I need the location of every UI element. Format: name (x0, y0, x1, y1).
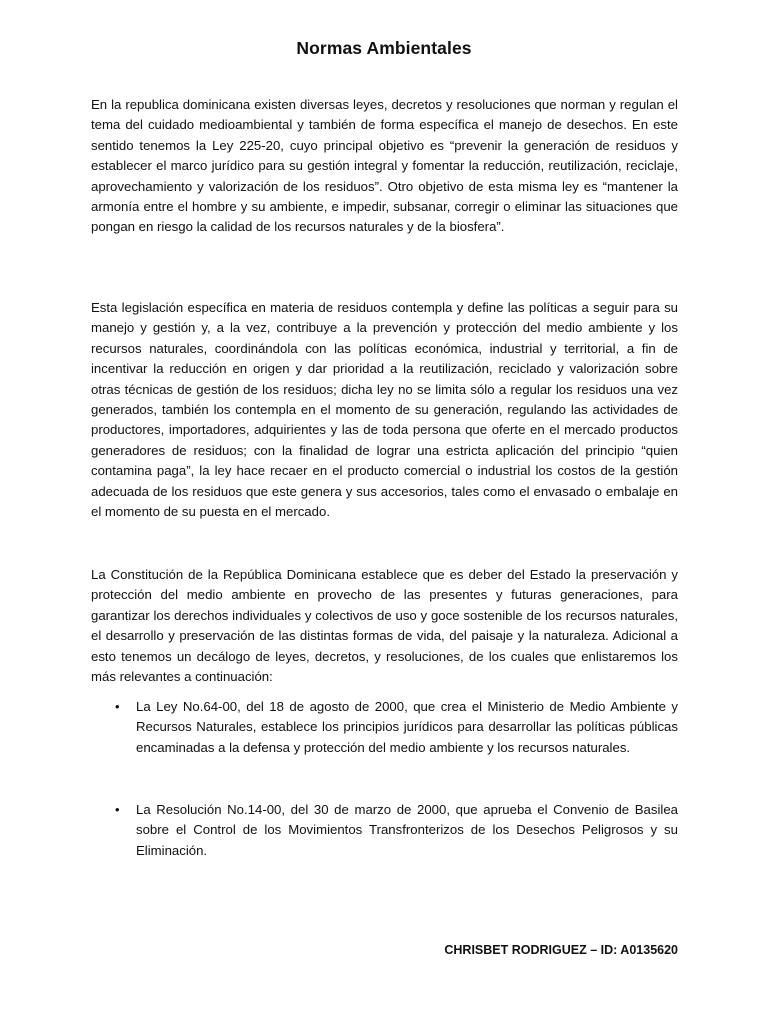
bullet-list-second (91, 800, 678, 861)
paragraph-constitution: La Constitución de la República Dominicana establece que es deber del Estado la preservación y protección del medio ambiente en provecho de las presentes y futuras generaciones, para garantizar los derechos individuales y colectivos de uso y goce sostenible de los recursos naturales, el desarrollo y preservación de las distintas formas de vida, del paisaje y la naturaleza. Adicional a esto tenemos un decálogo de leyes, decretos, y resoluciones, de los cuales que enlistaremos los más relevantes a continuación: (91, 567, 678, 685)
author-footer: CHRISBET RODRIGUEZ – ID: A0135620 (444, 943, 678, 957)
bullet-icon: • (115, 699, 120, 714)
bullet-text-ley-64-00: La Ley No.64-00, del 18 de agosto de 2000, que crea el Ministerio de Medio Ambiente y Recursos Naturales, establece los principios jurídicos para desarrollar las políticas públicas encaminadas a la defensa y protección del medio ambiente y los recursos naturales. (136, 699, 678, 755)
bullet-icon: • (115, 802, 120, 817)
list-item (91, 800, 678, 861)
list-item (91, 697, 678, 758)
bullet-text-resolucion-14-00: La Resolución No.14-00, del 30 de marzo de 2000, que aprueba el Convenio de Basilea sobre el Control de los Movimientos Transfronterizos de los Desechos Peligrosos y su Eliminación. (136, 802, 678, 858)
paragraph-intro: En la republica dominicana existen diversas leyes, decretos y resoluciones que norman y regulan el tema del cuidado medioambiental y también de forma específica el manejo de desechos. En este sentido tenemos la Ley 225-20, cuyo principal objetivo es “prevenir la generación de residuos y establecer el marco jurídico para su gestión integral y fomentar la reducción, reutilización, reciclaje, aprovechamiento y valorización de los residuos”. Otro objetivo de esta misma ley es “mantener la armonía entre el hombre y su ambiente, e impedir, subsanar, corregir o eliminar las situaciones que pongan en riesgo la calidad de los recursos naturales y de la biosfera”. (91, 97, 678, 235)
document-title: Normas Ambientales (296, 38, 472, 58)
bullet-list-first (91, 697, 678, 758)
paragraph-legislation: Esta legislación específica en materia de residuos contempla y define las políticas a seguir para su manejo y gestión y, a la vez, contribuye a la prevención y protección del medio ambiente y los recursos naturales, coordinándola con las políticas económica, industrial y territorial, a fin de incentivar la reducción en origen y dar prioridad a la reutilización, reciclado y valorización sobre otras técnicas de gestión de los residuos; dicha ley no se limita sólo a regular los residuos una vez generados, también los contempla en el momento de su generación, regulando las actividades de productores, importadores, adquirientes y las de toda persona que oferte en el mercado productos generadores de residuos; con la finalidad de lograr una estricta aplicación del principio “quien contamina paga”, la ley hace recaer en el producto comercial o industrial los costos de la gestión adecuada de los residuos que este genera y sus accesorios, tales como el envasado o embalaje en el momento de su puesta en el mercado. (91, 300, 678, 520)
